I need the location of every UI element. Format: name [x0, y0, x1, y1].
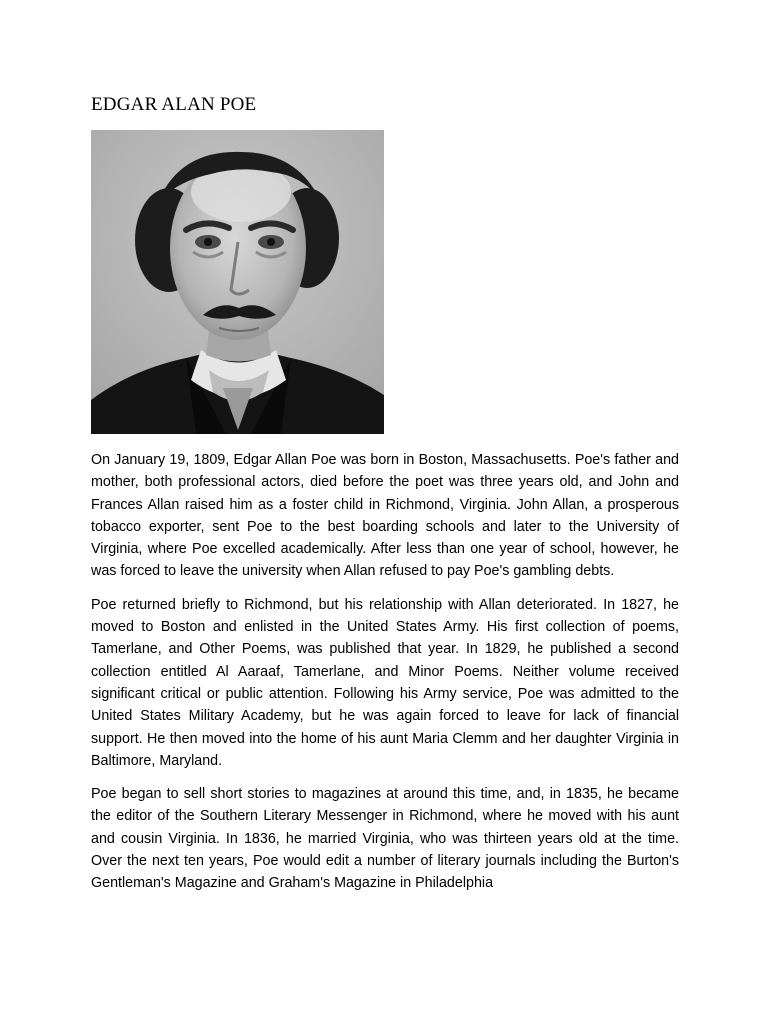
paragraph-1: On January 19, 1809, Edgar Allan Poe was born in Boston, Massachusetts. Poe's father and mother, both professional actors, died before the poet was three years old, and John and Frances Allan raised him as a foster child in Richmond, Virginia. John Allan, a prosperous tobacco exporter, sent Poe to the best boarding schools and later to the University of Virginia, where Poe excelled academically. After less than one year of school, however, he was forced to leave the university when Allan refused to pay Poe's gambling debts. [91, 452, 679, 580]
portrait-photo [91, 130, 384, 434]
portrait-photo-icon [91, 130, 384, 434]
paragraph-2: Poe returned briefly to Richmond, but his relationship with Allan deteriorated. In 1827, he moved to Boston and enlisted in the United States Army. His first collection of poems, Tamerlane, and Other Poems, was published that year. In 1829, he published a second collection entitled Al Aaraaf, Tamerlane, and Minor Poems. Neither volume received significant critical or public attention. Following his Army service, Poe was admitted to the United States Military Academy, but he was again forced to leave for lack of financial support. He then moved into the home of his aunt Maria Clemm and her daughter Virginia in Baltimore, Maryland. [91, 596, 679, 769]
paragraph-3: Poe began to sell short stories to magazines at around this time, and, in 1835, he became the editor of the Southern Literary Messenger in Richmond, where he moved with his aunt and cousin Virginia. In 1836, he married Virginia, who was thirteen years old at the time. Over the next ten years, Poe would edit a number of literary journals including the Burton's Gentleman's Magazine and Graham's Magazine in Philadelphia [91, 786, 679, 892]
document-title: EDGAR ALAN POE [91, 94, 257, 115]
biography-text [91, 449, 679, 906]
